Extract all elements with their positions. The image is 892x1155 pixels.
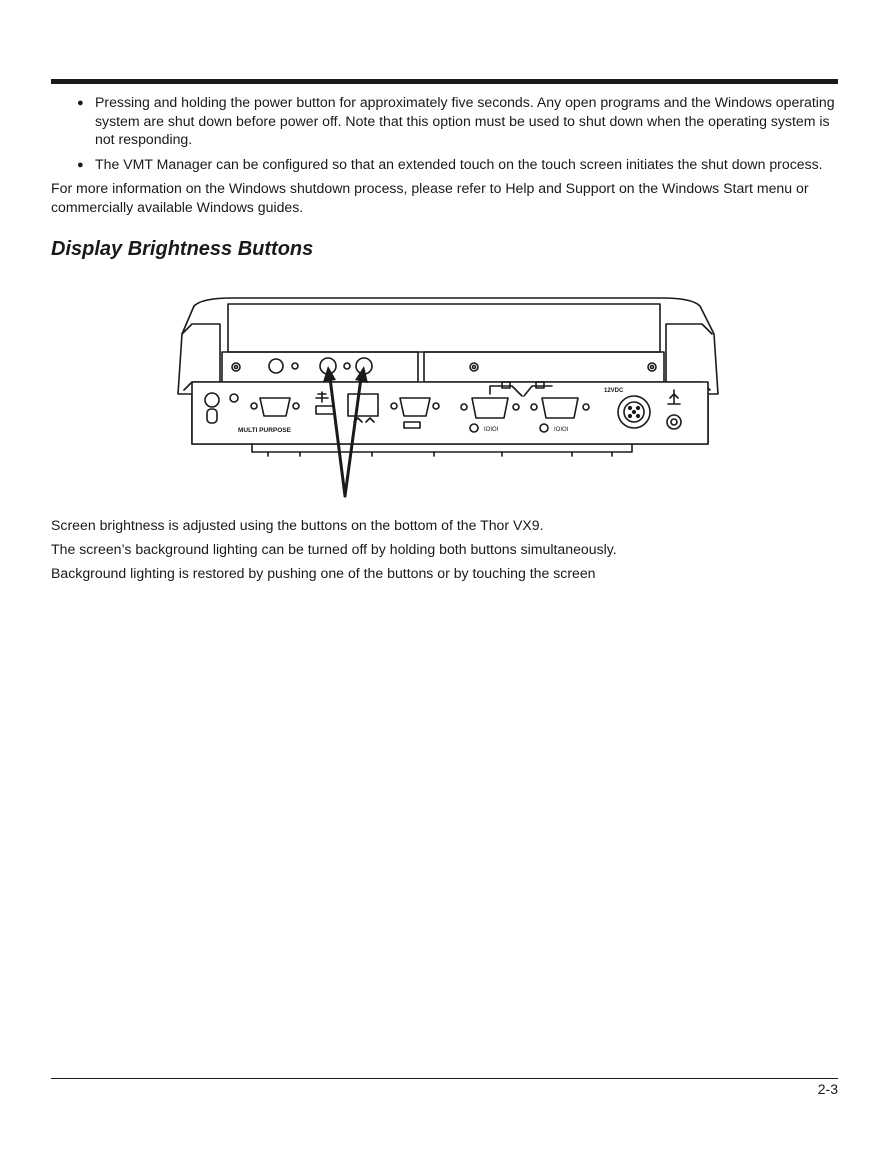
right-bumper-outline: [666, 324, 712, 390]
paragraph: Screen brightness is adjusted using the buttons on the bottom of the Thor VX9.: [51, 517, 544, 533]
list-item: [51, 155, 838, 174]
ambient-sensor-icon: [344, 363, 350, 369]
bottom-rail: [252, 444, 632, 452]
connector-panel: [192, 382, 708, 444]
com2-label: IOIOI: [554, 427, 569, 433]
screw-icon: [235, 366, 238, 369]
shutdown-options-list: [51, 93, 838, 179]
screw-icon: [651, 366, 654, 369]
button-strip: [424, 352, 664, 382]
page-number: 2-3: [817, 1081, 838, 1097]
screw-icon: [473, 366, 476, 369]
list-item-text: Pressing and holding the power button for approximately five seconds. Any open programs and the Windows operating system are shut down before power off. Note that this option must be used to shut down when the operating system is not responding.: [95, 94, 835, 148]
list-item: [51, 93, 838, 149]
list-item-text: The VMT Manager can be configured so that an extended touch on the touch screen initiates the shut down process.: [95, 155, 823, 172]
paragraph: Background lighting is restored by pushing one of the buttons or by touching the screen: [51, 565, 596, 581]
footer-rule: [51, 1078, 838, 1079]
header-rule: [51, 79, 838, 84]
bullet-icon: ●: [77, 158, 84, 171]
led-icon: [292, 363, 298, 369]
power-button-icon: [269, 359, 283, 373]
left-bumper-outline: [182, 324, 220, 390]
paragraph: The screen’s background lighting can be turned off by holding both buttons simultaneously.: [51, 541, 617, 557]
screen-recess: [228, 304, 660, 352]
intro-paragraph: For more information on the Windows shutdown process, please refer to Help and Support on the Windows Start menu or commercially available Windows guides.: [51, 180, 809, 215]
power-label: 12VDC: [604, 388, 624, 394]
device-bottom-illustration: [172, 294, 722, 498]
multi-purpose-label: MULTI PURPOSE: [238, 427, 291, 434]
screw-icon: [470, 363, 478, 371]
com1-label: IOIOI: [484, 427, 499, 433]
screw-icon: [232, 363, 240, 371]
screw-icon: [648, 363, 656, 371]
bullet-icon: ●: [77, 97, 84, 109]
section-heading: Display Brightness Buttons: [51, 238, 314, 260]
